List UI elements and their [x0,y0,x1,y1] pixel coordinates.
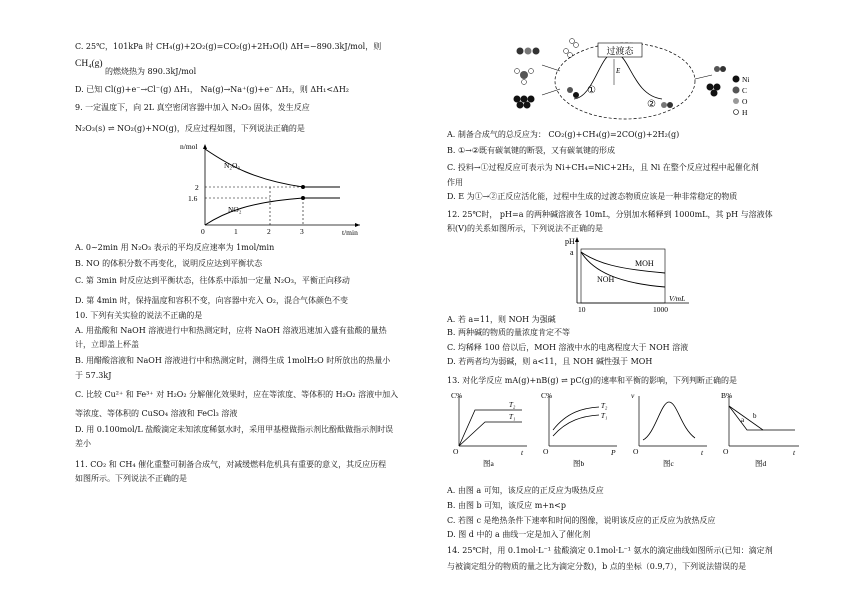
q11-option-d: D. E 为①→②正反应活化能，过程中生成的过渡态物质应该是一种非常稳定的物质 [447,192,738,201]
q12-y-label: pH [565,237,575,246]
q11-option-b: B. ①→②既有碳氧键的断裂，又有碳氧键的形成 [447,146,616,155]
q11-option-a: A. 制备合成气的总反应为： CO₂(g)+CH₄(g)=2CO(g)+2H₂(g) [447,130,680,139]
legend-h: H [742,108,748,117]
q9-option-a: A. 0~2min 用 N₂O₃ 表示的平均反应速率为 1mol/min [75,243,275,252]
q13a-label-t1: T₁ [509,413,516,421]
legend-o: O [742,97,748,106]
q13d-origin: O [723,447,729,456]
q10-option-c-line2: 等浓度、等体积的 CuSO₄ 溶液和 FeCl₃ 溶液 [75,409,238,418]
ni-cluster-icon [514,96,535,109]
q9-label-n2o3: N₂O₃ [224,161,241,170]
q10-option-b-line1: B. 用醋酸溶液和 NaOH 溶液进行中和热测定时，测得生成 1molH₂O 时所放出的热量小 [75,356,391,365]
q12-a-label: a [570,248,574,257]
q13b-caption: 图b [573,459,585,468]
q13c-caption: 图c [663,459,674,468]
q12-curve-noh [581,252,665,287]
q13-option-d: D. 图 d 中的 a 曲线一定是加入了催化剂 [447,530,591,539]
q11-option-c-line2: 作用 [447,178,463,187]
q8-option-d: D. 已知 Cl(g)+e⁻→Cl⁻(g) ΔH₁， Na(g)→Na⁺(g)+e⁻ ΔH₂，则 ΔH₁<ΔH₂ [75,85,349,94]
legend-c: C [742,86,748,95]
activation-energy-label: E [616,67,621,75]
q9-graph [170,140,370,235]
q13a-y-label: C% [451,391,463,400]
q10-option-d-line2: 差小 [75,439,91,448]
q13b-curve-t1 [553,415,599,436]
state-2-label: ② [647,99,656,110]
product-co-h2-icon [707,66,727,97]
q9-option-b: B. NO 的体积分数不再变化，说明反应达到平衡状态 [75,259,263,268]
q13d-curve-b [729,406,763,430]
q13-stem: 13. 对化学反应 mA(g)+nB(g) ⇌ pC(g)的速率和平衡的影响，下列判断正确的是 [447,376,738,385]
q12-graph [557,235,697,315]
q13a-label-t2: T₂ [509,401,516,409]
q9-x-tick-1: 1 [234,227,238,235]
q13b-y-label: C% [541,391,553,400]
q9-option-d: D. 第 4min 时，保持温度和容积不变，向容器中充入 O₂，混合气体颜色不变 [75,296,348,305]
q13c-origin: O [633,447,639,456]
q11-stem-line1: 11. CO₂ 和 CH₄ 催化重整可制备合成气，对减缓燃料危机具有重要的意义，其反应历程 [75,460,387,469]
q12-stem-line1: 12. 25℃时， pH=a 的两种碱溶液各 10mL，分别加水稀释到 1000mL，其 pH 与溶液体 [447,210,773,219]
q13d-y-label: B% [721,391,733,400]
legend-c-icon [733,87,740,94]
q13d-label-a: a [741,416,745,424]
q13d-x-label: t [793,448,796,457]
q13b-label-t1: T₁ [601,412,608,420]
molecule-ch4-icon [515,69,534,85]
q12-plot-box [581,249,665,303]
q11-reaction-figure [502,35,752,123]
q12-stem-line2: 积(V)的关系如图所示，下列说法不正确的是 [447,224,604,233]
q10-option-a-line2: 计，立即盖上杯盖 [75,340,139,349]
q9-x-label: t/min [342,228,358,235]
q9-point-n2o3 [301,185,305,189]
q13d-label-b: b [753,412,757,420]
q14-stem-line2: 与被滴定组分的物质的量之比为滴定分数)，b 点的坐标（0.9,7），下列说法错误的是 [447,562,747,571]
legend-ni: Ni [742,75,750,84]
molecule-co2-icon [517,48,540,55]
transition-state-label: 过渡态 [606,46,634,56]
q9-point-no2 [301,196,305,200]
q13a-origin: O [453,447,459,456]
q13-graph-a [447,388,533,468]
q9-y-tick-1-6: 1.6 [188,194,198,203]
q9-x-tick-3: 3 [300,227,304,235]
q9-curve-no2 [205,198,340,225]
molecule-h2-icon [564,39,579,58]
state-1-label: ① [587,85,596,96]
q14-stem-line1: 14. 25℃时，用 0.1mol·L⁻¹ 盐酸滴定 0.1mol·L⁻¹ 氨水的滴定曲线如图所示(已知：滴定剂 [447,546,773,555]
q11-option-c-line1: C. 投料→①过程反应可表示为 Ni+CH₄=NiC+2H₂，且 Ni 在整个反应过程中起催化剂 [447,163,759,172]
q13-graph-b [537,388,623,468]
q12-option-a: A. 若 a=11，则 NOH 为强碱 [447,315,556,324]
q13b-label-t2: T₂ [601,402,608,410]
legend-h-icon [734,110,739,115]
q10-option-a-line1: A. 用盐酸和 NaOH 溶液进行中和热测定时，应将 NaOH 溶液迅速加入盛有盐酸的量热 [75,326,387,335]
legend-o-icon [733,98,739,104]
q12-option-d: D. 若两者均为弱碱，则 a<11，且 NOH 碱性强于 MOH [447,357,653,366]
q13-option-a: A. 由图 a 可知，该反应的正反应为吸热反应 [447,486,604,495]
q8-option-c-line1: C. 25℃，101kPa 时 CH₄(g)+2O₂(g)=CO₂(g)+2H₂O(l) ΔH=−890.3kJ/mol，则 [75,42,382,51]
q13a-caption: 图a [483,459,494,468]
q9-label-no2: NO₂ [228,205,242,214]
q12-label-moh: MOH [635,259,654,268]
state-2-molecule-icon [661,102,673,108]
q10-stem: 10. 下列有关实验的说法不正确的是 [75,311,203,320]
q13b-curve-t2 [553,407,599,430]
q12-x-tick-1000: 1000 [653,305,668,314]
q13d-curve-a [729,406,795,430]
q8-formula-ch4: CH₄(g) [75,59,103,69]
q10-option-d-line1: D. 用 0.100mol/L 盐酸滴定未知浓度稀氨水时，采用甲基橙做指示剂比酚酞做指示剂时误 [75,425,394,434]
q13c-x-label: t [701,448,704,457]
q12-x-label: V/mL [669,294,686,303]
q13c-y-label: v [631,391,635,400]
q12-option-b: B. 两种碱的物质的量浓度肯定不等 [447,328,570,337]
q9-option-c: C. 第 3min 时反应达到平衡状态，往体系中添加一定量 N₂O₃，平衡正向移动 [75,276,350,285]
q13-option-b: B. 由图 b 可知，该反应 m+n<p [447,501,566,510]
q13a-x-label: t [521,448,524,457]
q9-stem-line1: 9. 一定温度下，向 2L 真空密闭容器中加入 N₂O₃ 固体，发生反应 [75,103,310,112]
q9-y-tick-2: 2 [195,183,199,192]
q9-y-label: n/mol [180,142,198,151]
q10-option-b-line2: 于 57.3kJ [75,371,112,380]
q13d-caption: 图d [755,459,767,468]
q9-stem-line2: N₂O₃(s) ⇌ NO₂(g)+NO(g)，反应过程如图，下列说法正确的是 [75,124,305,133]
q12-option-c: C. 均稀释 100 倍以后，MOH 溶液中水的电离程度大于 NOH 溶液 [447,343,689,352]
state-1-molecule-icon [567,87,579,98]
q13b-origin: O [543,447,549,456]
q13-graph-c [627,388,713,468]
q13-graph-d [717,388,807,468]
q10-option-c-line1: C. 比较 Cu²⁺ 和 Fe³⁺ 对 H₂O₂ 分解催化效果时，应在等浓度、等体积的 H₂O₂ 溶液中加入 [75,390,399,399]
q13b-x-label: P [611,448,616,457]
q9-x-tick-2: 2 [267,227,271,235]
q11-stem-line2: 如图所示。下列说法不正确的是 [75,474,187,483]
q12-x-tick-10: 10 [578,305,586,314]
q9-x-tick-0: 0 [201,227,205,235]
q13c-curve [643,402,695,440]
q12-label-noh: NOH [597,275,615,284]
legend-ni-icon [733,76,740,83]
q13-option-c: C. 若图 c 是绝热条件下速率和时间的图像，说明该反应的正反应为放热反应 [447,516,716,525]
q8-option-c-line2: 的燃烧热为 890.3kJ/mol [105,67,197,76]
